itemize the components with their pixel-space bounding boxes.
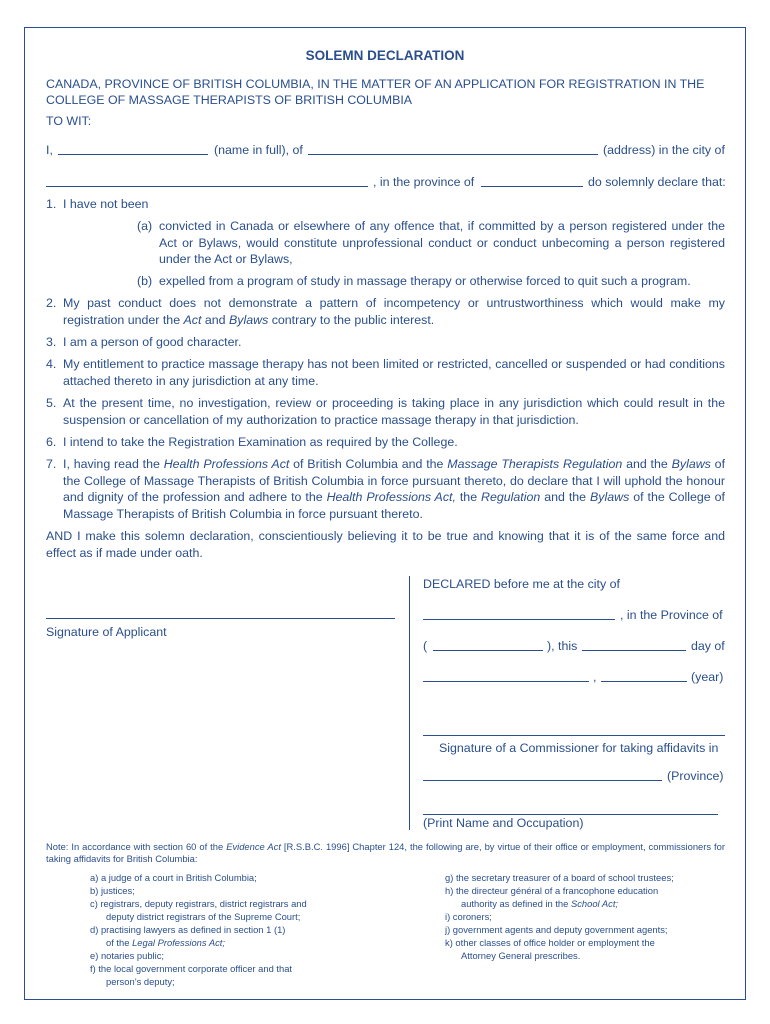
item-1a-text: convicted in Canada or elsewhere of any offence that, if committed by a person registered under the Act or Bylaws, would constitute unprofessional conduct or conduct unbecoming a person registered under the Act or Bylaws, bbox=[159, 219, 725, 266]
month-field[interactable] bbox=[423, 681, 589, 682]
declarant-i: I, bbox=[46, 143, 53, 157]
day-label: day of bbox=[691, 639, 725, 653]
day-field[interactable] bbox=[582, 650, 686, 651]
intro-line-1: CANADA, PROVINCE OF BRITISH COLUMBIA, IN THE MATTER OF AN APPLICATION FOR REGISTRATION IN THE bbox=[46, 77, 705, 91]
address-field[interactable] bbox=[308, 154, 598, 155]
commissioner-i: i) coroners; bbox=[445, 911, 492, 922]
commissioner-h-cont: authority as defined in the School Act; bbox=[461, 898, 619, 909]
declared-province-label: , in the Province of bbox=[620, 608, 723, 622]
item-7-number: 7. bbox=[46, 457, 57, 471]
commissioner-k: k) other classes of office holder or employment the bbox=[445, 937, 655, 948]
item-1b-text: expelled from a program of study in massage therapy or otherwise forced to quit such a program. bbox=[159, 274, 691, 288]
name-label: (name in full), of bbox=[214, 143, 303, 157]
province-field[interactable] bbox=[481, 186, 583, 187]
note-text: Note: In accordance with section 60 of the Evidence Act [R.S.B.C. 1996] Chapter 124, the following are, by virtue of their office or employment, commissioners for taking affidavits for British Columbia: bbox=[46, 841, 725, 865]
commissioner-province-field[interactable] bbox=[423, 780, 662, 781]
intro-line-2: COLLEGE OF MASSAGE THERAPISTS OF BRITISH COLUMBIA bbox=[46, 93, 413, 107]
item-5-number: 5. bbox=[46, 396, 57, 410]
year-label: (year) bbox=[691, 670, 724, 684]
declare-label: do solemnly declare that: bbox=[588, 175, 726, 189]
province-label: , in the province of bbox=[373, 175, 475, 189]
item-4-text: My entitlement to practice massage therapy has not been limited or restricted, cancelled or suspended or had conditions attached thereto in any jurisdiction at any time. bbox=[63, 357, 725, 388]
address-label: (address) in the city of bbox=[603, 143, 725, 157]
commissioner-k-cont: Attorney General prescribes. bbox=[461, 950, 581, 961]
declared-province-field[interactable] bbox=[433, 650, 543, 651]
item-1a-label: (a) bbox=[137, 219, 153, 233]
item-1b-label: (b) bbox=[137, 274, 153, 288]
commissioner-signature-field[interactable] bbox=[423, 735, 725, 736]
name-field[interactable] bbox=[58, 154, 208, 155]
item-3-text: I am a person of good character. bbox=[63, 335, 242, 349]
commissioner-a: a) a judge of a court in British Columbia; bbox=[90, 872, 257, 883]
commissioner-f-cont: person’s deputy; bbox=[106, 976, 175, 987]
item-5-text: At the present time, no investigation, review or proceeding is taking place in any jurisdiction which could result in the suspension or cancellation of my authorization to practice massage therapy in that jurisdiction. bbox=[63, 396, 725, 427]
commissioner-province-label: (Province) bbox=[667, 769, 724, 783]
item-2-number: 2. bbox=[46, 296, 57, 310]
applicant-signature-field[interactable] bbox=[46, 618, 395, 619]
item-2-text: My past conduct does not demonstrate a pattern of incompetency or untrustworthiness which would make my registration under the Act and Bylaws contrary to the public interest. bbox=[63, 296, 725, 327]
commissioner-e: e) notaries public; bbox=[90, 950, 164, 961]
commissioner-d-cont: of the Legal Professions Act; bbox=[106, 937, 225, 948]
commissioner-c-cont: deputy district registrars of the Supreme Court; bbox=[106, 911, 301, 922]
declared-label: DECLARED before me at the city of bbox=[423, 577, 620, 591]
closing-statement: AND I make this solemn declaration, conscientiously believing it to be true and knowing that it is of the same force and effect as if made under oath. bbox=[46, 529, 725, 560]
this-label: ), this bbox=[547, 639, 578, 653]
city-field[interactable] bbox=[46, 186, 368, 187]
open-paren: ( bbox=[423, 639, 428, 653]
item-4-number: 4. bbox=[46, 357, 57, 371]
item-1-text: I have not been bbox=[63, 197, 149, 211]
date-comma: , bbox=[593, 670, 597, 684]
commissioner-h: h) the directeur général of a francophone education bbox=[445, 885, 659, 896]
commissioner-d: d) practising lawyers as defined in section 1 (1) bbox=[90, 924, 286, 935]
item-1-number: 1. bbox=[46, 197, 57, 211]
applicant-signature-label: Signature of Applicant bbox=[46, 625, 167, 639]
commissioner-j: j) government agents and deputy government agents; bbox=[445, 924, 668, 935]
signature-divider bbox=[409, 576, 410, 830]
declared-city-field[interactable] bbox=[423, 619, 615, 620]
item-6-number: 6. bbox=[46, 435, 57, 449]
item-7-text: I, having read the Health Professions Act of British Columbia and the Massage Therapists Regulation and the Bylaws of the College of Massage Therapists of British Columbia in force pursuant thereto, do declare that I will uphold the honour and dignity of the profession and adhere to the Health Professions Act, the Regulation and the Bylaws of the College of Massage Therapists of British Columbia in force pursuant thereto. bbox=[63, 457, 726, 521]
print-name-label: (Print Name and Occupation) bbox=[423, 816, 584, 830]
commissioner-f: f) the local government corporate officer and that bbox=[90, 963, 293, 974]
commissioner-signature-label: Signature of a Commissioner for taking affidavits in bbox=[439, 741, 719, 755]
form-title: SOLEMN DECLARATION bbox=[305, 48, 465, 63]
commissioner-g: g) the secretary treasurer of a board of school trustees; bbox=[445, 872, 674, 883]
item-3-number: 3. bbox=[46, 335, 57, 349]
item-6-text: I intend to take the Registration Examination as required by the College. bbox=[63, 435, 458, 449]
year-field[interactable] bbox=[601, 681, 687, 682]
commissioner-b: b) justices; bbox=[90, 885, 135, 896]
to-wit: TO WIT: bbox=[46, 114, 92, 128]
commissioner-c: c) registrars, deputy registrars, district registrars and bbox=[90, 898, 307, 909]
